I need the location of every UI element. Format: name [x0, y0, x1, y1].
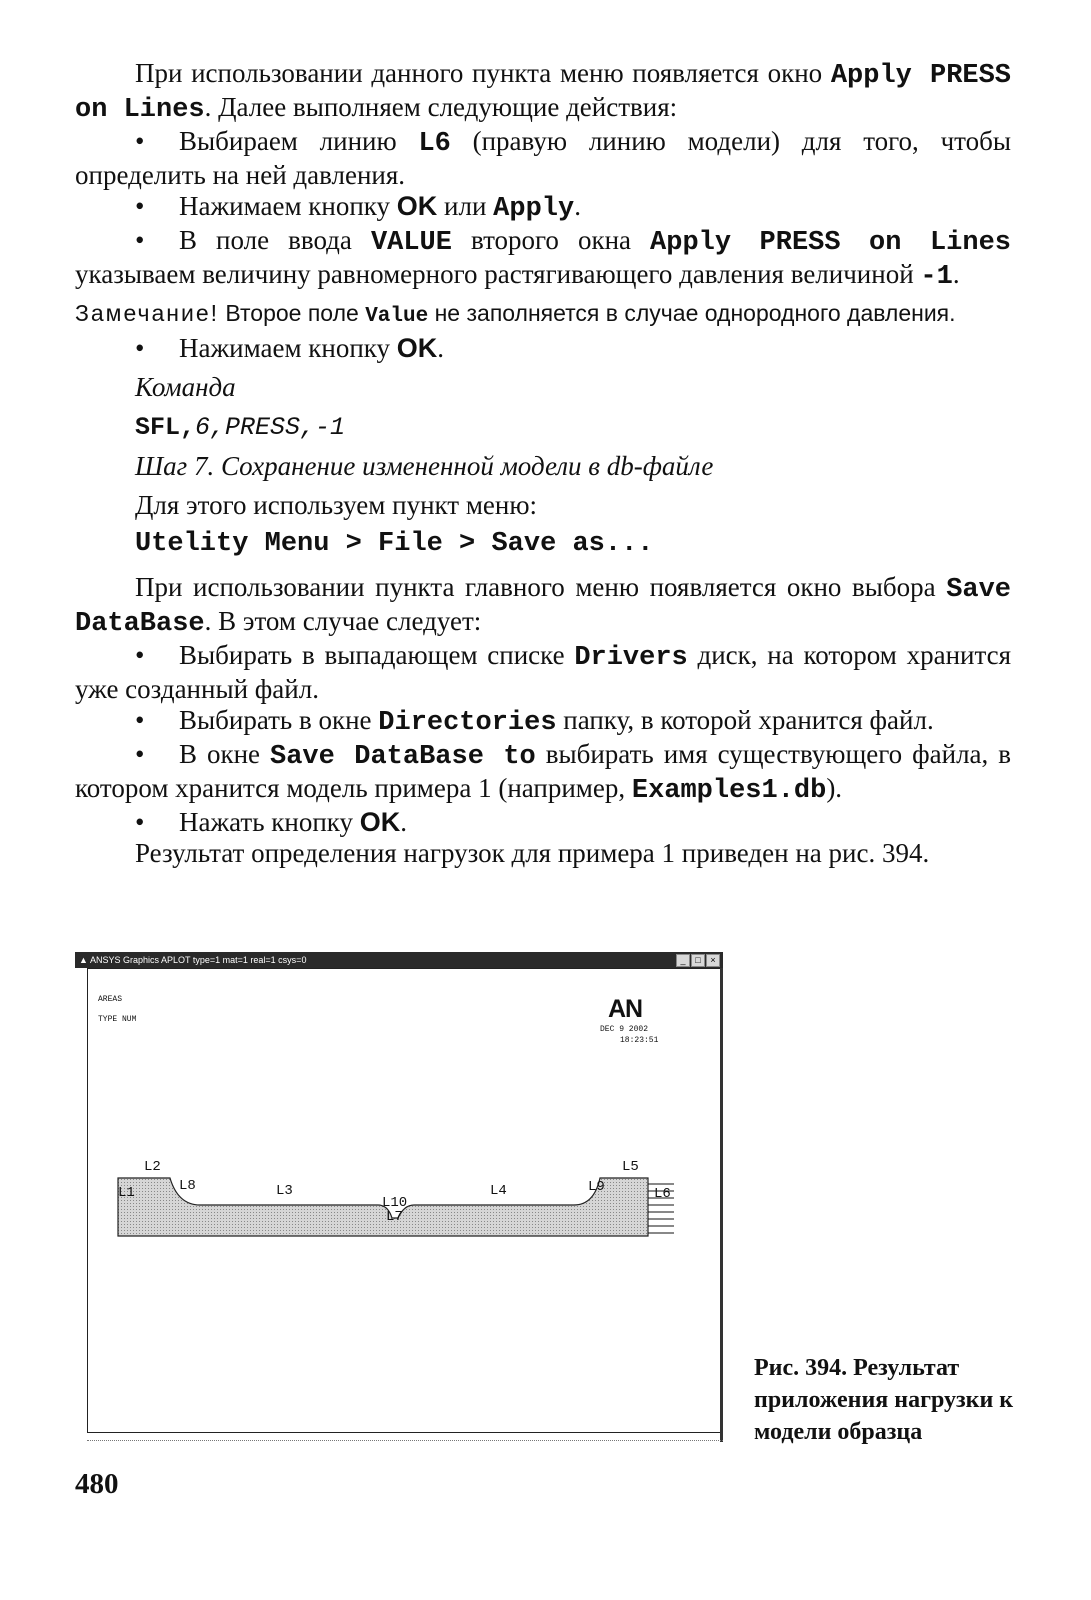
window-bottom-edge — [87, 1440, 723, 1441]
line-label-l2: L2 — [144, 1159, 161, 1175]
line-label-l9: L9 — [588, 1179, 605, 1195]
window-title: ANSYS Graphics APLOT type=1 mat=1 real=1 csys=0 — [90, 955, 307, 965]
window-right-border — [720, 968, 723, 1442]
paragraph-result: Результат определения нагрузок для примера 1 приведен на рис. 394. — [135, 838, 930, 868]
line-label-l6: L6 — [654, 1186, 671, 1202]
bullet-directories: • Выбирать в окне Directories папку, в которой хранится файл. — [75, 705, 1011, 739]
plot-time: 18:23:51 — [620, 1036, 659, 1045]
line-label-l7: L7 — [386, 1209, 403, 1225]
figure-caption: Рис. 394. Результат приложения нагрузки к модели образца — [754, 1355, 1014, 1445]
command-text: SFL,6,PRESS,-1 — [135, 413, 346, 442]
numbering-label: TYPE NUM — [98, 1015, 137, 1024]
ansys-brand-logo: AN — [608, 995, 643, 1023]
bullet-select-line: • Выбираем линию L6 (правую линию модели) для того, чтобы определить на ней давления. — [75, 126, 1011, 191]
bullet-value-field: • В поле ввода VALUE второго окна Apply PRESS on Lines указываем величину равномерного растягивающего давления величиной -1. — [75, 225, 1011, 293]
line-label-l4: L4 — [490, 1183, 507, 1199]
menu-path: Utelity Menu > File > Save as... — [135, 529, 654, 559]
bullet-save-to: • В окне Save DataBase to выбирать имя существующего файла, в котором хранится модель примера 1 (например, Examples1.db). — [75, 739, 1011, 807]
step7-heading: Шаг 7. Сохранение измененной модели в db-файле — [135, 451, 714, 481]
minimize-button[interactable]: _ — [676, 954, 690, 967]
paragraph-menu-intro: Для этого используем пункт меню: — [135, 490, 538, 520]
line-label-l10: L10 — [382, 1195, 408, 1211]
window-titlebar — [75, 952, 723, 968]
ansys-logo-icon: ▲ — [79, 955, 88, 965]
bullet-press-ok-apply: • Нажимаем кнопку OK или Apply. — [75, 191, 1011, 225]
note-remark: Замечание! Второе поле Value не заполняется в случае однородного давления. — [75, 300, 956, 328]
plot-date: DEC 9 2002 — [600, 1025, 649, 1034]
page-number: 480 — [75, 1468, 119, 1500]
command-label: Команда — [135, 372, 236, 402]
ansys-graphics-window — [75, 952, 723, 1447]
line-label-l1: L1 — [118, 1185, 135, 1201]
close-button[interactable]: × — [706, 954, 720, 967]
paragraph-intro: При использовании данного пункта меню появляется окно Apply PRESS on Lines. Далее выполняем следующие действия: — [75, 58, 1012, 125]
page-text — [75, 58, 1011, 869]
graphics-canvas — [87, 968, 721, 1433]
bullet-press-ok: • Нажимаем кнопку OK. — [75, 333, 1011, 364]
maximize-button[interactable]: □ — [691, 954, 705, 967]
paragraph-save-database: При использовании пункта главного меню появляется окно выбора Save DataBase. В этом случае следует: — [75, 572, 1011, 639]
bullet-press-ok-final: • Нажать кнопку OK. — [75, 807, 1011, 838]
plot-type-label: AREAS — [98, 995, 123, 1004]
line-label-l8: L8 — [179, 1178, 196, 1194]
line-label-l5: L5 — [622, 1159, 639, 1175]
bullet-drivers: • Выбирать в выпадающем списке Drivers диск, на котором хранится уже созданный файл. — [75, 640, 1011, 705]
line-label-l3: L3 — [276, 1183, 293, 1199]
